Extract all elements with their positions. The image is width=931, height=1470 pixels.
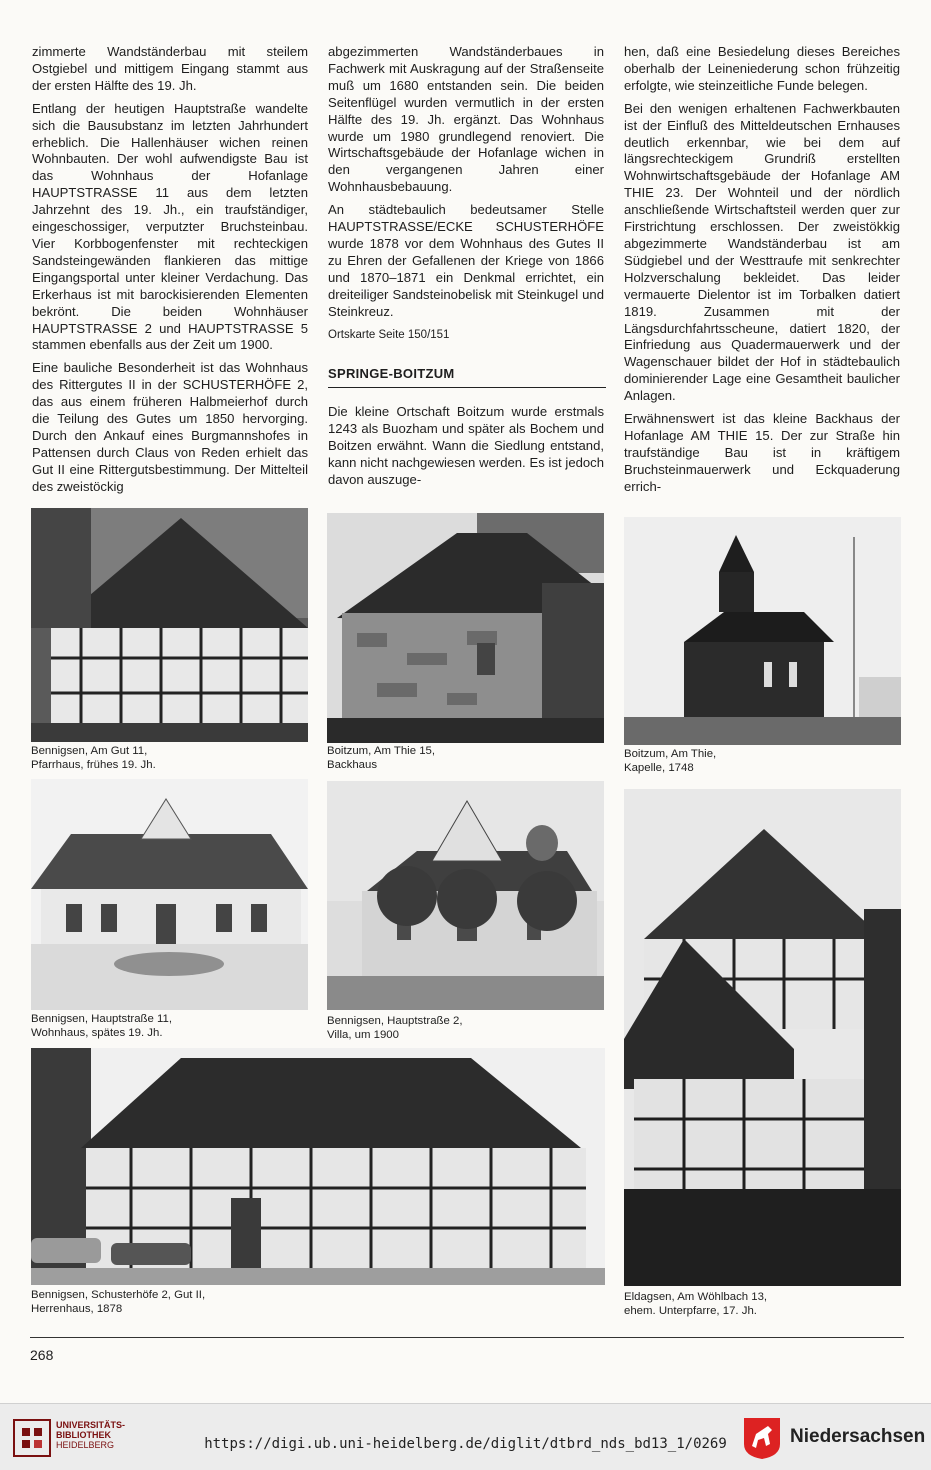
section-heading: SPRINGE-BOITZUM [328, 366, 606, 388]
caption-unterpfarre: Eldagsen, Am Wöhlbach 13, ehem. Unterpfarre, 17. Jh. [624, 1291, 768, 1317]
paragraph: abgezimmerten Wandständerbaues in Fachwerk mit Auskragung auf der Straßenseite muß um 1680 entstanden sein. Die beiden Seitenflügel wurden vermutlich in der ersten Hälfte des 19. Jh. ergänzt. Das Wohnhaus wurde um 1980 grundlegend renoviert. Die Wirtschaftsgebäude der Hofanlage wichen in den vergangenen Jahren einer Wohnhausbebauung. [328, 44, 604, 195]
photo-backhaus [327, 513, 604, 743]
text-column-2 [328, 44, 604, 349]
photo-pfarrhaus [31, 508, 308, 742]
paragraph: Eine bauliche Besonderheit ist das Wohnhaus des Rittergutes II in der SCHUSTERHÖFE 2, das aus einem früheren Halbmeierhof durch die Teilung des Gutes um 1850 hervorging. Durch den Ankauf eines Burgmannshofes in Pattensen durch Claus von Reden erhielt das Gut II eine Rittergutsbestimmung. Der Mittelteil des zweistöckig [32, 360, 308, 494]
page-number: 268 [30, 1347, 54, 1363]
text-column-3 [624, 44, 900, 502]
photo-kapelle [624, 517, 901, 745]
caption-herrenhaus: Bennigsen, Schusterhöfe 2, Gut II, Herrenhaus, 1878 [31, 1289, 206, 1315]
partner-name[interactable]: Niedersachsen [790, 1426, 926, 1447]
niedersachsen-horse-icon [742, 1416, 782, 1460]
paragraph: Erwähnenswert ist das kleine Backhaus der Hofanlage AM THIE 15. Der zur Straße hin traufständige Bau ist in kräftigem Bruchsteinmauerwerk und Eckquaderung errich- [624, 411, 900, 494]
paragraph: An städtebaulich bedeutsamer Stelle HAUPTSTRASSE/ECKE SCHUSTERHÖFE wurde 1878 vor dem Wohnhaus des Gutes II zu Ehren der Gefallenen der Kriege von 1866 und 1870–1871 ein Denkmal errichtet, ein dreiteiliger Sandsteinobelisk mit Steinkugel und Steinkreuz. [328, 202, 604, 319]
caption-kapelle: Boitzum, Am Thie, Kapelle, 1748 [624, 748, 717, 774]
paragraph: Entlang der heutigen Hauptstraße wandelte sich die Bausubstanz im letzten Jahrhundert erheblich. Die Hallenhäuser wichen reinen Wohnbauten. Der wohl aufwendigste Bau ist das Wohnhaus der Hofanlage HAUPTSTRASSE 11 aus dem letzten Jahrzehnt des 19. Jh., ein traufständiger, eingeschossiger, verputzter Bruchsteinbau. Vier Korbbogenfenster mit rechteckigen Sandsteingewänden flankieren das mittige Eingangsportal unter kleiner Verdachung. Das Erkerhaus ist mit barockisierenden Elementen bekrönt. Die beiden Wohnhäuser HAUPTSTRASSE 2 und HAUPTSTRASSE 5 stammen ebenfalls aus der Zeit um 1900. [32, 100, 308, 353]
viewer-footer [0, 1403, 931, 1470]
caption-backhaus: Boitzum, Am Thie 15, Backhaus [327, 745, 436, 771]
paragraph: Bei den wenigen erhaltenen Fachwerkbauten ist der Einfluß des Mitteldeutschen Ernhauses deutlich erkennbar, wie bei dem auf längsrechteckigem Grundriß erstellten Wohnwirtschaftsgebäude der Hofanlage AM THIE 23. Der Wohnteil und der nördlich anschließende Wirtschaftsteil werden quer zur Firstrichtung erschlossen. Der zweistökkig abgezimmerte Wandständerbau ist am Südgiebel und der Westtraufe mit senkrechter Holzverschalung bekleidet. Das leider vermauerte Dielentor ist im Torbalken datiert 1819. Zusammen mit der Längsdurchfahrtsscheune, datiert 1820, der Einfriedung aus Quadermauerwerk und der Wagenschauer bildet der Hof in städtebaulich dominierender Lage eine Gesamtheit baulicher Anlagen. [624, 100, 900, 404]
text-column-1 [32, 44, 308, 502]
text-column-2-lower [328, 404, 604, 489]
paragraph: zimmerte Wandständerbau mit steilem Ostgiebel und mittigem Eingang stammt aus der ersten Hälfte des 19. Jh. [32, 44, 308, 93]
photo-herrenhaus [31, 1048, 605, 1285]
footer-rule [30, 1337, 904, 1338]
map-reference: Ortskarte Seite 150/151 [328, 328, 450, 341]
caption-pfarrhaus: Bennigsen, Am Gut 11, Pfarrhaus, frühes 19. Jh. [31, 745, 156, 771]
paragraph: hen, daß eine Besiedelung dieses Bereiches oberhalb der Leineniederung schon frühzeitig erfolgte, wie steinzeitliche Funde belegen. [624, 44, 900, 93]
photo-unterpfarre [624, 789, 901, 1286]
caption-wohnhaus: Bennigsen, Hauptstraße 11, Wohnhaus, spätes 19. Jh. [31, 1013, 172, 1039]
document-url[interactable]: https://digi.ub.uni-heidelberg.de/diglit/dtbrd_nds_bd13_1/0269 [204, 1436, 727, 1452]
caption-villa: Bennigsen, Hauptstraße 2, Villa, um 1900 [327, 1015, 463, 1041]
photo-villa [327, 781, 604, 1010]
paragraph: Die kleine Ortschaft Boitzum wurde erstmals 1243 als Buozham und später als Bochem und Boitzen erwähnt. Wann die Siedlung entstand, kann nicht nachgewiesen werden. Es ist jedoch davon auszuge- [328, 404, 604, 487]
university-library-name[interactable]: UNIVERSITÄTS- BIBLIOTHEK HEIDELBERG [56, 1420, 126, 1450]
photo-wohnhaus [31, 779, 308, 1010]
